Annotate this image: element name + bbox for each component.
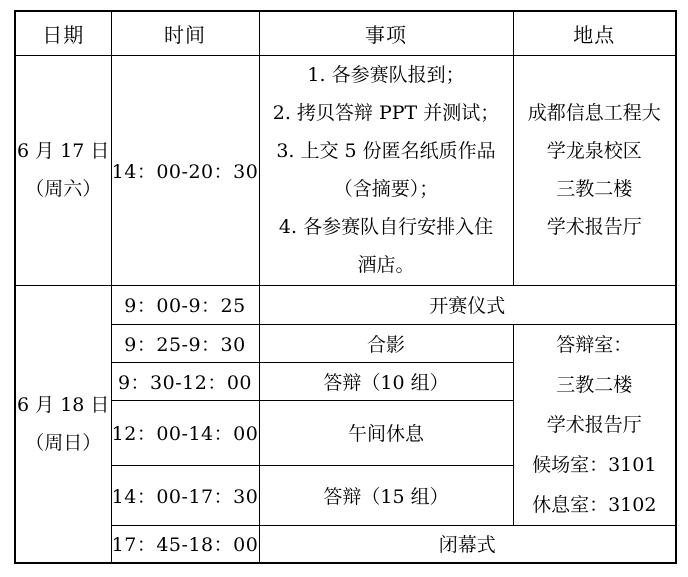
day2-time-cell-closing: 17：45-18：00 (111, 525, 259, 563)
day2-time-cell-defense10: 9：30-12：00 (111, 362, 259, 400)
location-line: 答辩室： (556, 333, 633, 356)
day2-time-cell-opening: 9：00-9：25 (111, 285, 259, 324)
location-line: 学龙泉校区 (546, 140, 642, 162)
item-line: 1. 各参赛队报到； (307, 64, 465, 86)
day2-time-cell-lunch: 12：00-14：00 (111, 400, 259, 465)
table-row (15, 55, 676, 285)
day2-time-cell-defense15: 14：00-17：30 (111, 465, 259, 525)
location-line: 三教二楼 (556, 178, 633, 200)
location-line: 学术报告厅 (546, 216, 642, 238)
location-line: 休息室：3102 (532, 493, 657, 516)
item-line: 2. 拷贝答辩 PPT 并测试； (272, 102, 500, 124)
day2-time-cell-photo: 9：25-9：30 (111, 324, 259, 362)
day1-date-cell (15, 55, 111, 285)
day2-item-cell-opening: 开赛仪式 (259, 285, 676, 324)
date-line: 6 月 17 日 (17, 140, 110, 162)
table-row (15, 324, 676, 362)
header-cell-time: 时间 (111, 11, 259, 55)
date-line: （周六） (25, 178, 102, 200)
day1-time-cell: 14：00-20：30 (111, 55, 259, 285)
item-line: 4. 各参赛队自行安排入住 (278, 216, 494, 238)
day2-item-cell-photo: 合影 (259, 324, 513, 362)
date-line: （周日） (25, 431, 102, 454)
day2-item-cell-defense15: 答辩（15 组） (259, 465, 513, 525)
day2-location-cell (513, 324, 676, 525)
table-row (15, 285, 676, 324)
header-cell-location: 地点 (513, 11, 676, 55)
day1-items-cell (259, 55, 513, 285)
location-line: 候场室：3101 (532, 453, 657, 476)
header-cell-item: 事项 (259, 11, 513, 55)
item-line: （含摘要）； (333, 178, 439, 200)
item-line: 3. 上交 5 份匿名纸质作品 (276, 140, 496, 162)
schedule-table (14, 10, 677, 564)
date-line: 6 月 18 日 (17, 393, 110, 416)
table-row (15, 525, 676, 563)
table-header-row (15, 11, 676, 55)
header-cell-date: 日期 (15, 11, 111, 55)
location-line: 学术报告厅 (546, 413, 642, 436)
location-line: 三教二楼 (556, 373, 633, 396)
day2-item-cell-closing: 闭幕式 (259, 525, 676, 563)
item-line: 酒店。 (357, 254, 415, 276)
day2-date-cell (15, 285, 111, 563)
location-line: 成都信息工程大 (527, 102, 661, 124)
day2-item-cell-lunch: 午间休息 (259, 400, 513, 465)
day1-location-cell (513, 55, 676, 285)
day2-item-cell-defense10: 答辩（10 组） (259, 362, 513, 400)
